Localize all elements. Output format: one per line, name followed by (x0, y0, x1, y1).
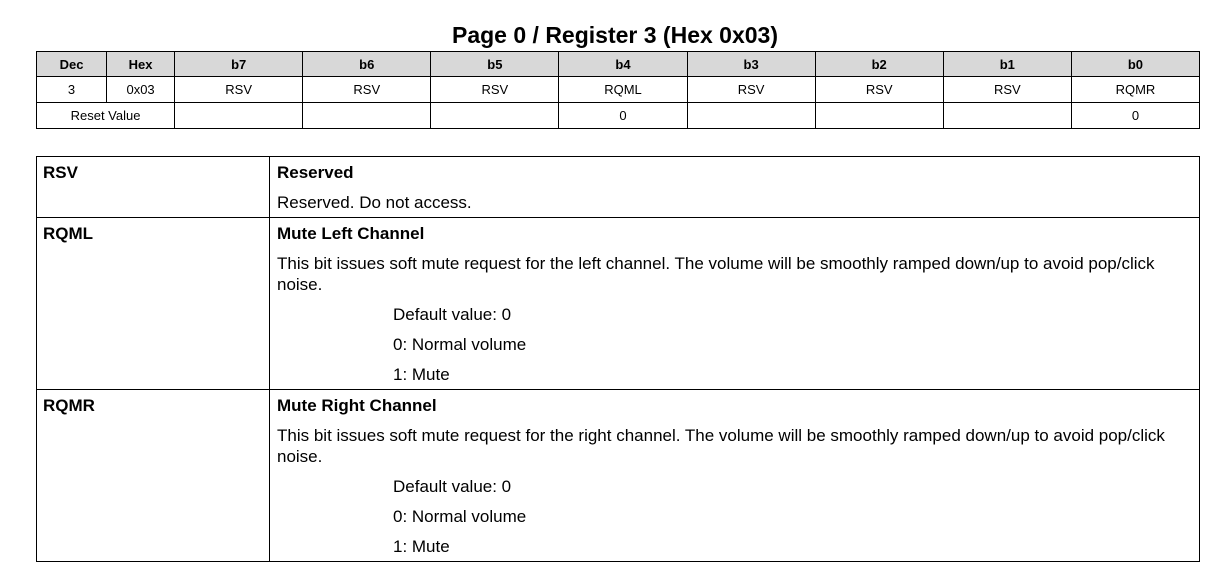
header-cell: b1 (943, 52, 1071, 77)
field-option: 1: Mute (393, 365, 450, 384)
header-cell: b6 (303, 52, 431, 77)
field-option: 0: Normal volume (393, 507, 527, 526)
table-cell: RSV (815, 77, 943, 103)
header-cell: Dec (37, 52, 107, 77)
field-description-table (36, 156, 1200, 562)
field-title: Mute Left Channel (277, 224, 425, 243)
table-cell: RQMR (1071, 77, 1199, 103)
field-option: 0: Normal volume (393, 335, 527, 354)
field-name: RSV (37, 157, 270, 218)
header-cell: b7 (175, 52, 303, 77)
reset-value-row (37, 103, 1200, 129)
field-row (37, 157, 1200, 218)
header-cell: b0 (1071, 52, 1199, 77)
table-cell (431, 103, 559, 129)
table-cell (815, 103, 943, 129)
field-name: RQML (37, 218, 270, 390)
table-cell: 0 (1071, 103, 1199, 129)
header-cell: b2 (815, 52, 943, 77)
table-cell: 0x03 (107, 77, 175, 103)
table-cell: RSV (431, 77, 559, 103)
table-cell: RSV (687, 77, 815, 103)
field-option: Default value: 0 (393, 477, 512, 496)
field-row (37, 218, 1200, 390)
table-cell (175, 103, 303, 129)
field-details (270, 218, 1200, 390)
field-details (270, 157, 1200, 218)
field-details (270, 390, 1200, 562)
field-title: Mute Right Channel (277, 396, 437, 415)
table-cell: RSV (303, 77, 431, 103)
table-cell: 3 (37, 77, 107, 103)
field-description: Reserved. Do not access. (277, 193, 472, 212)
table-cell (303, 103, 431, 129)
table-cell: RSV (175, 77, 303, 103)
table-cell (943, 103, 1071, 129)
field-title: Reserved (277, 163, 354, 182)
field-description: This bit issues soft mute request for the right channel. The volume will be smoothly ramped down/up to avoid pop/click noise. (277, 426, 1165, 466)
table-cell: 0 (559, 103, 687, 129)
field-option: Default value: 0 (393, 305, 512, 324)
field-name: RQMR (37, 390, 270, 562)
table-cell: RQML (559, 77, 687, 103)
page-title: Page 0 / Register 3 (Hex 0x03) (452, 22, 778, 48)
reset-value-label: Reset Value (37, 103, 175, 129)
header-cell: Hex (107, 52, 175, 77)
field-row (37, 390, 1200, 562)
table-cell (687, 103, 815, 129)
field-option: 1: Mute (393, 537, 450, 556)
register-table (36, 51, 1200, 129)
header-cell: b4 (559, 52, 687, 77)
register-bits-row (37, 77, 1200, 103)
table-cell: RSV (943, 77, 1071, 103)
header-cell: b5 (431, 52, 559, 77)
register-header-row (37, 52, 1200, 77)
field-description: This bit issues soft mute request for the left channel. The volume will be smoothly ramped down/up to avoid pop/click noise. (277, 254, 1155, 294)
header-cell: b3 (687, 52, 815, 77)
